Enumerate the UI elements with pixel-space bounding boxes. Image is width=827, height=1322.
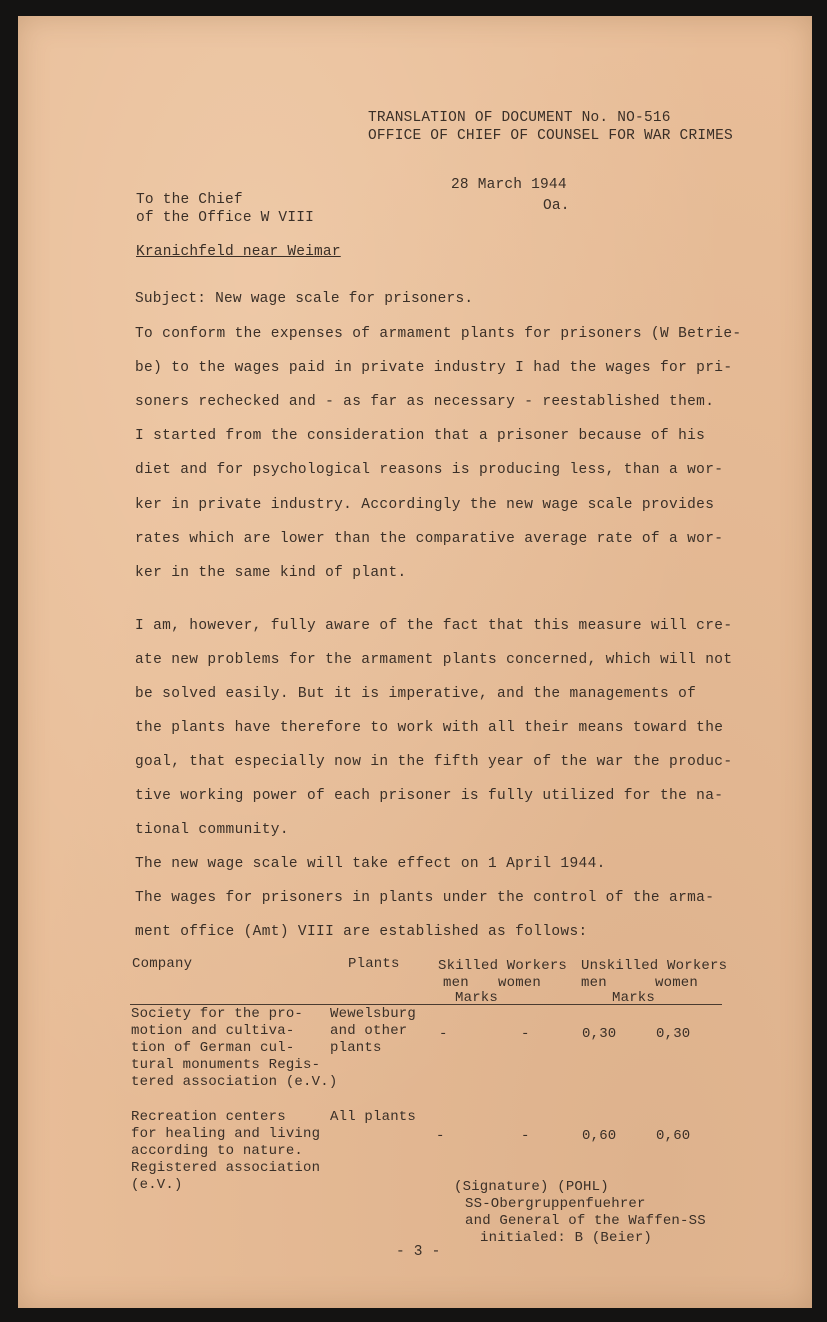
unskilled-women-value: 0,60 xyxy=(656,1128,691,1144)
text-line: the plants have therefore to work with all their means toward the xyxy=(135,720,724,736)
text-line: ker in private industry. Accordingly the new wage scale provides xyxy=(135,497,715,513)
text-line: rates which are lower than the comparative average rate of a wor- xyxy=(135,531,724,547)
company-text: tered association (e.V.) xyxy=(131,1074,338,1090)
signature-title: and General of the Waffen-SS xyxy=(465,1213,706,1229)
col-header-skilled-men: men xyxy=(443,975,469,991)
company-text: Society for the pro- xyxy=(131,1006,304,1022)
col-header-unskilled-women: women xyxy=(655,975,699,991)
addressee-line-1: To the Chief xyxy=(136,192,243,208)
text-line: be solved easily. But it is imperative, and the managements of xyxy=(135,686,697,702)
translation-header: TRANSLATION OF DOCUMENT No. NO-516 xyxy=(368,110,671,126)
text-line: goal, that especially now in the fifth year of the war the produc- xyxy=(135,754,733,770)
table-header-rule xyxy=(130,1004,722,1005)
text-line: ate new problems for the armament plants concerned, which will not xyxy=(135,652,733,668)
skilled-men-value: - xyxy=(439,1026,448,1042)
company-text: tural monuments Regis- xyxy=(131,1057,321,1073)
effective-date-line: The new wage scale will take effect on 1 April 1944. xyxy=(135,856,606,872)
company-text: tion of German cul- xyxy=(131,1040,295,1056)
text-line: soners rechecked and - as far as necessary - reestablished them. xyxy=(135,394,715,410)
text-line: be) to the wages paid in private industry I had the wages for pri- xyxy=(135,360,733,376)
col-header-skilled-women: women xyxy=(498,975,542,991)
col-header-marks-unskilled: Marks xyxy=(612,990,656,1006)
col-header-skilled: Skilled Workers xyxy=(438,958,568,974)
document-date: 28 March 1944 xyxy=(451,177,567,193)
unskilled-men-value: 0,30 xyxy=(582,1026,617,1042)
company-text: for healing and living xyxy=(131,1126,321,1142)
col-header-marks-skilled: Marks xyxy=(455,990,499,1006)
signature-rank: SS-Obergruppenfuehrer xyxy=(465,1196,646,1212)
text-line: tive working power of each prisoner is fully utilized for the na- xyxy=(135,788,724,804)
company-text: Registered association xyxy=(131,1160,321,1176)
skilled-women-value: - xyxy=(521,1026,530,1042)
unskilled-men-value: 0,60 xyxy=(582,1128,617,1144)
reference-code: Oa. xyxy=(543,198,570,214)
addressee-location: Kranichfeld near Weimar xyxy=(136,244,341,260)
col-header-unskilled-men: men xyxy=(581,975,607,991)
text-line: The wages for prisoners in plants under the control of the arma- xyxy=(135,890,715,906)
plants-text: All plants xyxy=(330,1109,417,1125)
text-line: ker in the same kind of plant. xyxy=(135,565,407,581)
plants-text: Wewelsburg xyxy=(330,1006,417,1022)
skilled-men-value: - xyxy=(436,1128,445,1144)
plants-text: plants xyxy=(330,1040,382,1056)
col-header-plants: Plants xyxy=(348,956,400,972)
unskilled-women-value: 0,30 xyxy=(656,1026,691,1042)
subject-line: Subject: New wage scale for prisoners. xyxy=(135,291,474,307)
text-line: tional community. xyxy=(135,822,289,838)
addressee-line-2: of the Office W VIII xyxy=(136,210,315,226)
plants-text: and other xyxy=(330,1023,408,1039)
text-line: I am, however, fully aware of the fact that this measure will cre- xyxy=(135,618,733,634)
signature-initials: initialed: B (Beier) xyxy=(480,1230,653,1246)
company-text: Recreation centers xyxy=(131,1109,286,1125)
col-header-unskilled: Unskilled Workers xyxy=(581,958,728,974)
page-number: - 3 - xyxy=(396,1244,441,1260)
text-line: diet and for psychological reasons is producing less, than a wor- xyxy=(135,462,724,478)
col-header-company: Company xyxy=(132,956,193,972)
document-page xyxy=(18,16,812,1308)
signature-line: (Signature) (POHL) xyxy=(454,1179,609,1195)
text-line: I started from the consideration that a prisoner because of his xyxy=(135,428,706,444)
text-line: ment office (Amt) VIII are established as follows: xyxy=(135,924,588,940)
text-line: To conform the expenses of armament plants for prisoners (W Betrie- xyxy=(135,326,742,342)
company-text: (e.V.) xyxy=(131,1177,183,1193)
company-text: according to nature. xyxy=(131,1143,304,1159)
office-header: OFFICE OF CHIEF OF COUNSEL FOR WAR CRIMES xyxy=(368,128,733,144)
skilled-women-value: - xyxy=(521,1128,530,1144)
company-text: motion and cultiva- xyxy=(131,1023,295,1039)
